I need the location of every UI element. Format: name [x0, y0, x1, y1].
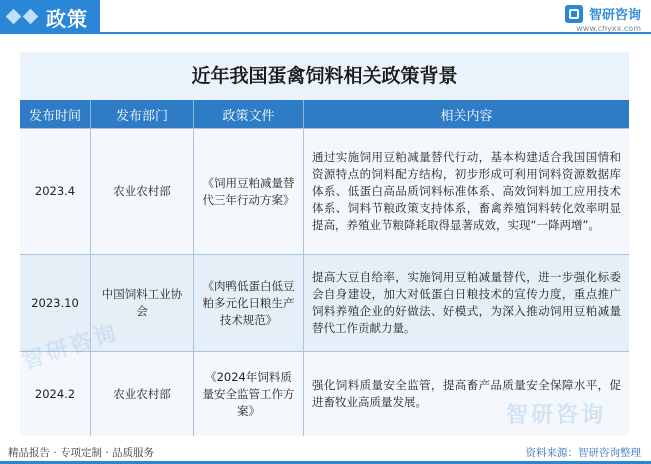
cell-content: 提高大豆自给率，实施饲用豆粕减量替代，进一步强化标委会自身建设，加大对低蛋白日粮技术的宣传力度，重点推广饲料养殖企业的好做法、好模式，为深入推动饲用豆粕减量替代工作贡献力量。 [312, 270, 621, 335]
cell-date: 2024.2 [34, 386, 76, 401]
cell-content: 通过实施饲用豆粕减量替代行动，基本构建适合我国国情和资源特点的饲料配方结构，初步形成可利用饲料资源数据库体系、低蛋白高品质饲料标准体系、高效饲料加工应用技术体系、饲料节粮政策支持体系，畜禽养殖饲料转化效率明显提高，养殖业节粮降耗取得显著成效，实现“一降两增”。 [312, 150, 621, 232]
column-header-date: 发布时间 [28, 108, 81, 124]
cell-department: 中国饲料工业协会 [101, 287, 183, 318]
column-header-department: 发布部门 [90, 100, 193, 128]
table-row [20, 351, 629, 436]
brand-name: 智研咨询 [588, 8, 641, 23]
footer-source: 资料来源：智研咨询整理 [525, 447, 641, 459]
cell-department: 农业农村部 [113, 386, 171, 401]
cell-content: 强化饲料质量安全监管，提高畜产品质量安全保障水平，促进畜牧业高质量发展。 [312, 378, 621, 409]
brand-logo [565, 4, 641, 23]
cell-date: 2023.10 [31, 295, 79, 310]
table-row [20, 254, 629, 351]
brand-url: www.chyxx.com [576, 24, 641, 33]
table-header-row [20, 100, 629, 128]
section-title: 政策 [46, 7, 88, 31]
diamond-icon [8, 9, 42, 25]
table-title: 近年我国蛋禽饲料相关政策背景 [191, 65, 458, 87]
column-header-content: 相关内容 [303, 100, 629, 128]
table-row [20, 128, 629, 254]
page-footer [0, 440, 651, 464]
column-header-document: 政策文件 [193, 100, 303, 128]
cell-date: 2023.4 [34, 184, 76, 198]
page-header [0, 0, 651, 42]
cell-document: 《2024年饲料质量安全监管工作方案》 [202, 369, 295, 418]
table-grid [20, 100, 629, 436]
cell-document: 《肉鸭低蛋白低豆粕多元化日粮生产技术规范》 [202, 278, 295, 327]
policy-table [20, 52, 629, 436]
cell-document: 《饲用豆粕减量替代三年行动方案》 [202, 175, 295, 207]
logo-icon [565, 5, 583, 23]
cell-department: 农业农村部 [113, 184, 171, 198]
header-divider [100, 32, 651, 34]
footer-tagline: 精品报告 · 专项定制 · 品质服务 [8, 447, 155, 459]
